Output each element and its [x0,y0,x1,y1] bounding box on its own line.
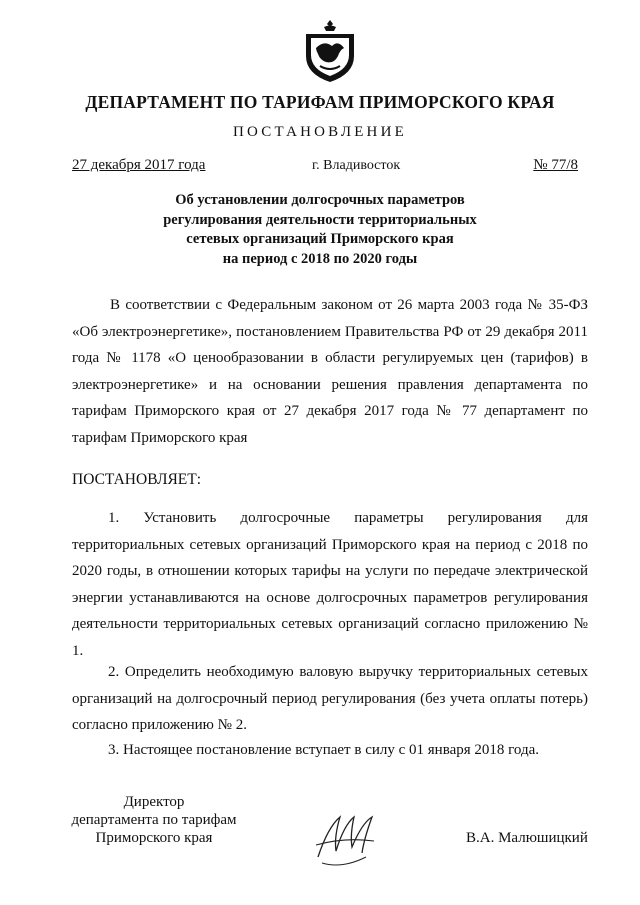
document-city: г. Владивосток [312,158,401,173]
title-line: регулирования деятельности территориальных [163,211,477,228]
handwritten-signature [310,805,380,875]
title-line: Об установлении долгосрочных параметров [175,192,465,208]
position-line: Директор [123,794,185,810]
decree-item-1: 1. Установить долгосрочные параметры регулирования для территориальных сетевых организаций Приморского края на период с 2018 по 2020 годы, в отношении которых тарифы на услуги по передаче электрической энергии устанавливаются на основе долгосрочных параметров регулирования деятельности территориальных сетевых организаций согласно приложению № 1. [72,510,588,659]
title-line: на период с 2018 по 2020 годы [222,250,418,267]
signatory-position [70,793,238,847]
decree-item-2: 2. Определить необходимую валовую выручку территориальных сетевых организаций на долгосрочный период регулирования (без учета оплаты потерь) согласно приложению № 2. [72,664,588,733]
signatory-name: В.А. Малюшицкий [466,830,588,846]
position-line: Приморского края [95,830,213,846]
decree-item-3: 3. Настоящее постановление вступает в силу с 01 января 2018 года. [108,742,540,758]
department-name: ДЕПАРТАМЕНТ ПО ТАРИФАМ ПРИМОРСКОГО КРАЯ [85,92,555,112]
document-type: ПОСТАНОВЛЕНИЕ [233,124,407,140]
document-title [0,191,640,269]
decree-heading: ПОСТАНОВЛЯЕТ: [72,471,202,488]
title-line: сетевых организаций Приморского края [186,231,454,247]
position-line: департамента по тарифам [71,812,237,828]
coat-of-arms-emblem [298,18,362,84]
document-number: № 77/8 [533,157,578,173]
document-date: 27 декабря 2017 года [72,157,206,173]
preamble-paragraph: В соответствии с Федеральным законом от 26 марта 2003 года № 35-ФЗ «Об электроэнергетике», постановлением Правительства РФ от 29 декабря 2011 года № 1178 «О ценообразовании в области регулируемых цен (тарифов) в электроэнергетике» и на основании решения правления департамента по тарифам Приморского края от 27 декабря 2017 года № 77 департамент по тарифам Приморского края [72,297,588,446]
